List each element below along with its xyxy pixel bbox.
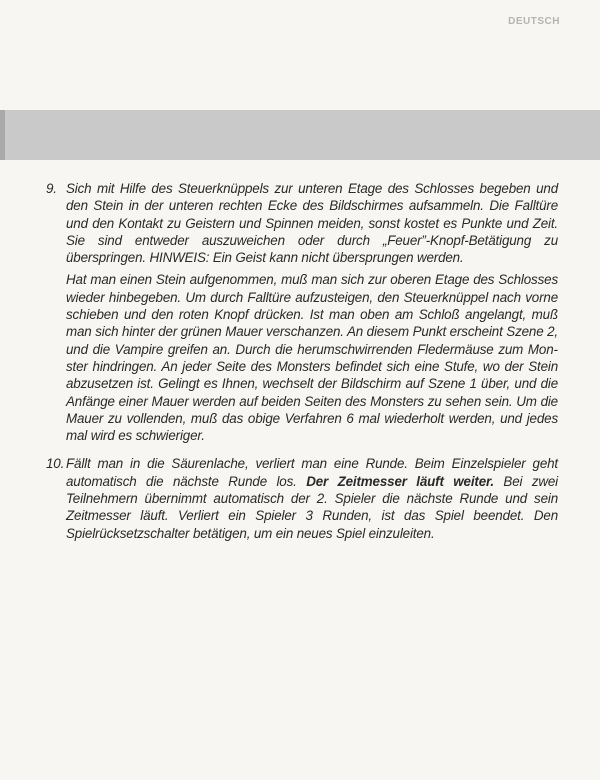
item-number: 9. bbox=[46, 181, 57, 196]
emphasis-text: Der Zeitmesser läuft weiter. bbox=[306, 473, 494, 489]
text-segment: Fällt man in die Säurenlache, verliert man eine Runde. Beim Einzelspieler geht automatisch die nächste Runde los. bbox=[66, 456, 558, 489]
item-paragraph: Sich mit Hilfe des Steuerknüppels zur unteren Etage des Schlosses begeben und den Stein in der unteren rechten Ecke des Bildschirmes aufsammeln. Die Falltüre und den Kontakt zu Geistern und Spinnen meiden, sonst kostet es Punkte und Zeit. Sie sind entweder auszuweichen oder durch „Feuer”-Knopf-Betätigung zu überspringen. HINWEIS: Ein Geist kann nicht übersprungen werden. bbox=[66, 181, 558, 266]
text-segment: Bei zwei Teilnehmern übernimmt automatisch der 2. Spieler die nächste Runde und sein Zeitmesser läuft. Verliert ein Spieler 3 Runden, ist das Spiel beendet. Den Spielrücksetzschalter betätigen, um ein neues Spiel einzuleiten. bbox=[66, 473, 559, 541]
list-item-10 bbox=[46, 455, 558, 541]
item-number: 10. bbox=[46, 456, 65, 472]
list-item-9 bbox=[46, 180, 558, 444]
band-accent bbox=[0, 110, 5, 160]
item-paragraph: Hat man einen Stein aufgenommen, muß man sich zur oberen Etage des Schlosses wieder hinbegeben. Um durch Falltüre aufzusteigen, den Steuerknüppel nach vorne schieben und den roten Knopf drücken. Ist man oben am Schloß angelangt, muß man sich hinter der grünen Mauer verschanzen. An diesem Punkt erscheint Szene 2, und die Vampire greifen an. Durch die herumschwirrenden Fledermäuse zum Monster hindringen. An jeder Seite des Monsters befindet sich eine Stufe, wo der Stein abzusetzen ist. Gelingt es Ihnen, wechselt der Bildschirm auf Szene 1 über, und die Anfänge einer Mauer werden auf beiden Seiten des Monsters zu sehen sein. Um die Mauer zu vollenden, muß das obige Verfahren 6 mal wiederholt werden, und jedes mal wird es schwieriger. bbox=[66, 272, 558, 444]
item-paragraph bbox=[66, 455, 558, 541]
header-band bbox=[0, 110, 600, 160]
language-label: DEUTSCH bbox=[508, 16, 560, 27]
instructions-body bbox=[46, 180, 558, 542]
